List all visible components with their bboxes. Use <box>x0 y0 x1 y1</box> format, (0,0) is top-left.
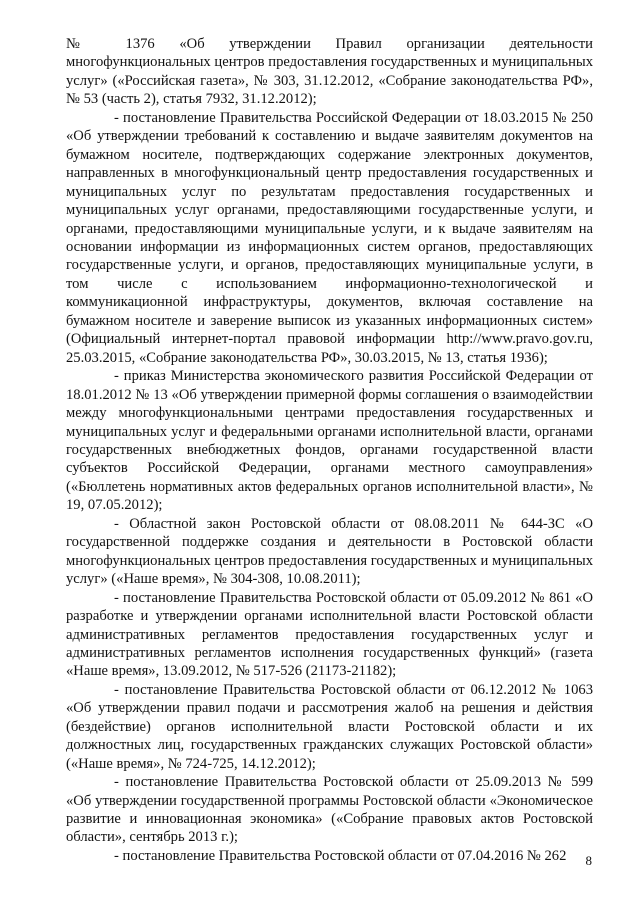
paragraph-8: - постановление Правительства Ростовской области от 07.04.2016 № 262 <box>114 847 567 864</box>
paragraph-3: - приказ Министерства экономического развития Российской Федерации от 18.01.2012 № 13 «Об утверждении примерной формы соглашения о взаимодействии между многофункциональными центрами предоставления государственных и муниципальных услуг и федеральными органами исполнительной власти, органами государственных внебюджетных фондов, органами государственной власти субъектов Российской Федерации, органами местного самоуправления» («Бюллетень нормативных актов федеральных органов исполнительной власти», № 19, 07.05.2012); <box>66 368 593 514</box>
paragraph-2: - постановление Правительства Российской Федерации от 18.03.2015 № 250 «Об утверждении требований к составлению и выдаче заявителям документов на бумажном носителе, подтверждающих содержание электронных документов, направленных в многофункциональный центр предоставления государственных и муниципальных услуг по результатам предоставления государственных и муниципальных услуг органами, предоставляющими государственные услуги, и органами, предоставляющими муниципальные услуги, и к выдаче заявителям на основании информации из информационных систем органов, предоставляющих государственные услуги, и органов, предоставляющих муниципальные услуги, в том числе с использованием информационно-технологической и коммуникационной инфраструктуры, документов, включая составление на бумажном носителе и заверение выписок из указанных информационных систем» (Официальный интернет-портал правовой информации http://www.pravo.gov.ru, 25.03.2015, «Собрание законодательства РФ», 30.03.2015, № 13, статья 1936); <box>66 109 593 366</box>
paragraph-5: - постановление Правительства Ростовской области от 05.09.2012 № 861 «О разработке и утверждении органами исполнительной власти Ростовской области административных регламентов предоставления государственных услуг и административных регламентов исполнения государственных функций» (газета «Наше время», 13.09.2012, № 517-526 (21173-21182); <box>66 589 593 680</box>
paragraph-7: - постановление Правительства Ростовской области от 25.09.2013 № 599 «Об утверждении государственной программы Ростовской области «Экономическое развитие и инновационная экономика» («Собрание правовых актов Ростовской области», сентябрь 2013 г.); <box>66 774 593 846</box>
document-body <box>66 35 593 865</box>
page-number: 8 <box>585 853 592 868</box>
paragraph-6: - постановление Правительства Ростовской области от 06.12.2012 № 1063 «Об утверждении правил подачи и рассмотрения жалоб на решения и действия (бездействие) органов исполнительной власти Ростовской области и их должностных лиц, государственных гражданских служащих Ростовской области» («Наше время», № 724-725, 14.12.2012); <box>66 681 593 772</box>
paragraph-4: - Областной закон Ростовской области от 08.08.2011 № 644-ЗС «О государственной поддержке создания и деятельности в Ростовской области многофункциональных центров предоставления государственных и муниципальных услуг» («Наше время», № 304-308, 10.08.2011); <box>66 515 593 588</box>
paragraph-1: № 1376 «Об утверждении Правил организации деятельности многофункциональных центров предоставления государственных и муниципальных услуг» («Российская газета», № 303, 31.12.2012, «Собрание законодательства РФ», № 53 (часть 2), статья 7932, 31.12.2012); <box>66 36 593 108</box>
